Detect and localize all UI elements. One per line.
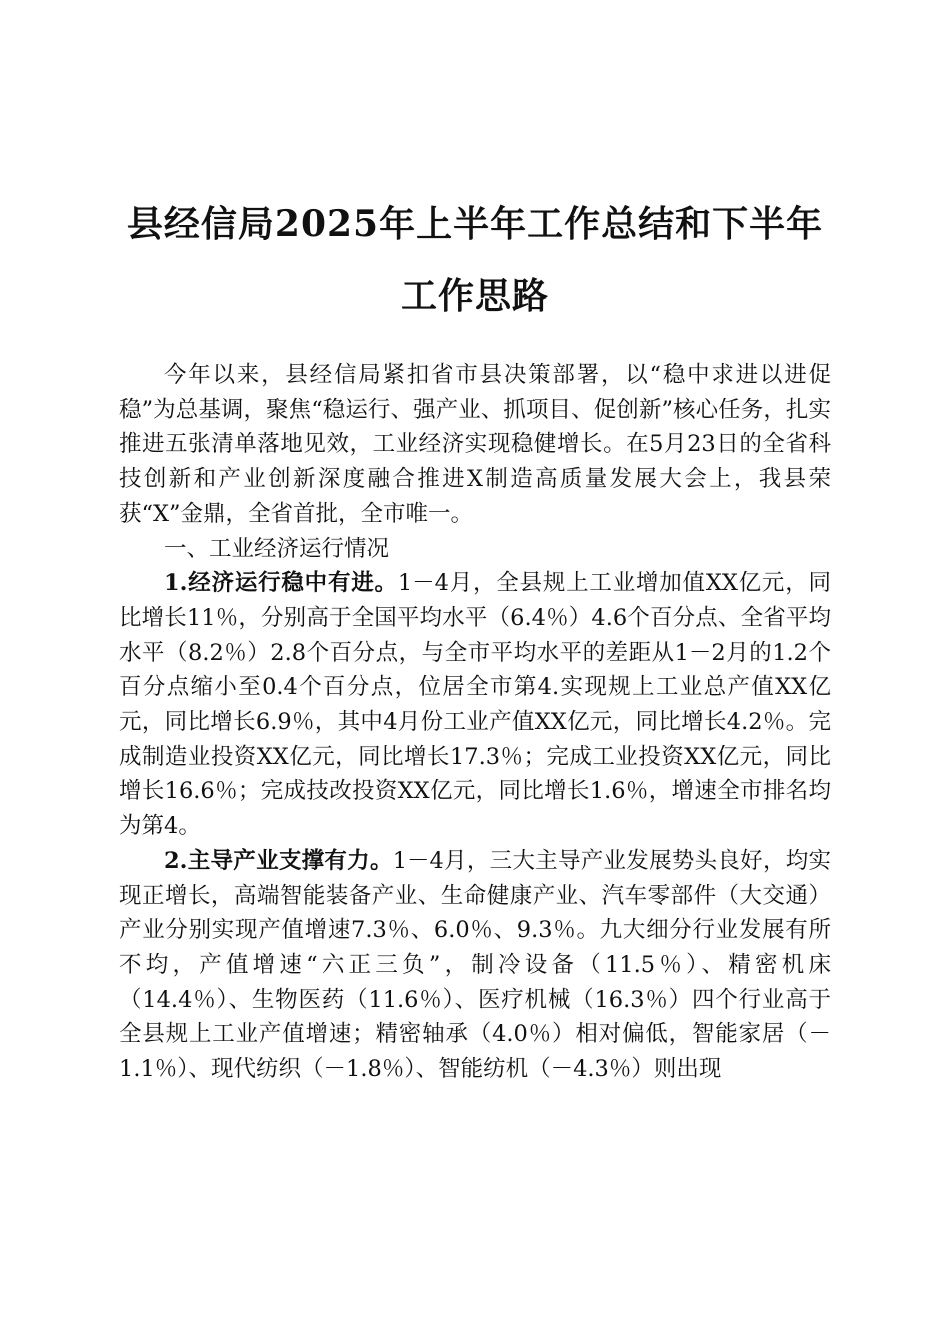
document-body [119, 358, 831, 1087]
item-2-paragraph [119, 844, 831, 1087]
item-1-paragraph [119, 566, 831, 844]
intro-paragraph: 今年以来，县经信局紧扣省市县决策部署，以“稳中求进以进促稳”为总基调，聚焦“稳运行、强产业、抓项目、促创新”核心任务，扎实推进五张清单落地见效，工业经济实现稳健增长。在5月23日的全省科技创新和产业创新深度融合推进X制造高质量发展大会上，我县荣获“X”金鼎，全省首批，全市唯一。 [119, 362, 831, 527]
item-2-lead: 2.主导产业支撑有力。 [164, 847, 393, 874]
section-1-heading: 一、工业经济运行情况 [164, 535, 390, 562]
item-1-lead: 1.经济运行稳中有进。 [164, 570, 398, 597]
item-2-text: 1－4月，三大主导产业发展势头良好，均实现正增长，高端智能装备产业、生命健康产业、汽车零部件（大交通）产业分别实现产值增速7.3％、6.0％、9.3％。九大细分行业发展有所不均，产值增速“六正三负”，制冷设备（11.5％）、精密机床（14.4％）、生物医药（11.6％）、医疗机械（16.3％）四个行业高于全县规上工业产值增速；精密轴承（4.0％）相对偏低，智能家居（－1.1％）、现代纺织（－1.8％）、智能纺机（－4.3％）则出现 [119, 847, 831, 1083]
document-title: 县经信局2025年上半年工作总结和下半年工作思路 [126, 203, 824, 318]
item-1-text: 1－4月，全县规上工业增加值XX亿元，同比增长11％，分别高于全国平均水平（6.4％）4.6个百分点、全省平均水平（8.2％）2.8个百分点，与全市平均水平的差距从1－2月的1.2个百分点缩小至0.4个百分点，位居全市第4.实现规上工业总产值XX亿元，同比增长6.9％，其中4月份工业产值XX亿元，同比增长4.2％。完成制造业投资XX亿元，同比增长17.3％；完成工业投资XX亿元，同比增长16.6％；完成技改投资XX亿元，同比增长1.6％，增速全市排名均为第4。 [119, 570, 831, 840]
